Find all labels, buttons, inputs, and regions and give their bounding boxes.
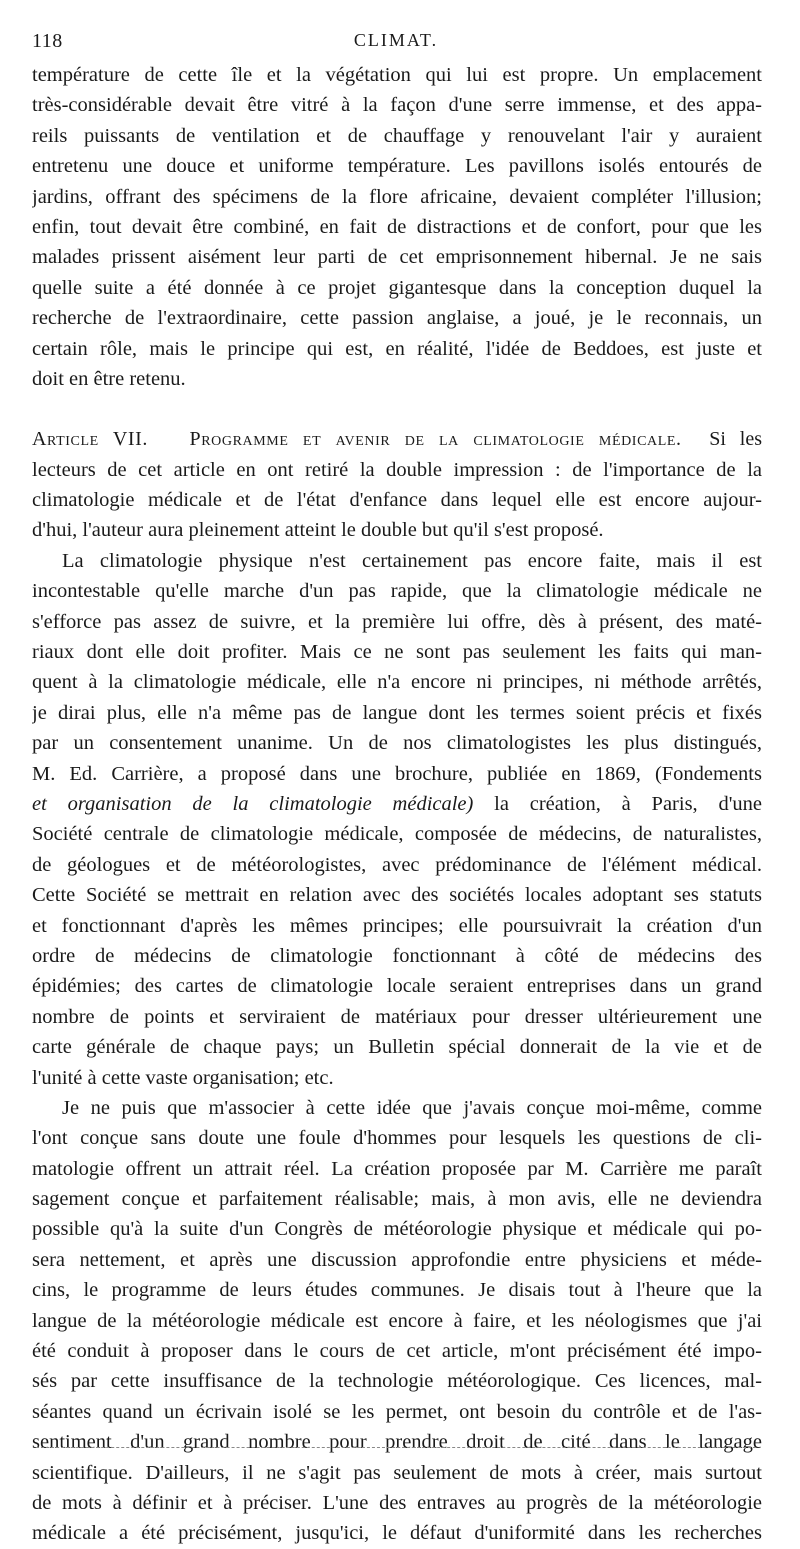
text-line: et fonctionnant d'après les mêmes principes; elle poursuivrait la création d'un — [32, 914, 762, 937]
article-first-line-rest: Si les — [709, 428, 762, 451]
text-line: riaux dont elle doit profiter. Mais ce ne sont pas seulement les faits qui man- — [32, 641, 762, 664]
page-number: 118 — [32, 30, 63, 52]
text-line: entretenu une douce et uniforme température. Les pavillons isolés entourés de — [32, 155, 762, 178]
footer-rule — [36, 1447, 756, 1448]
text-line: très-considérable devait être vitré à la façon d'une serre immense, et des appa- — [32, 94, 762, 117]
paragraph-3 — [32, 1093, 762, 1549]
article-heading-line — [32, 424, 762, 454]
text-line: l'unité à cette vaste organisation; etc. — [32, 1066, 334, 1089]
text-line: par un consentement unanime. Un de nos climatologistes les plus distingués, — [32, 732, 762, 755]
text-line: malades prissent aisément leur parti de cet emprisonnement hibernal. Je ne sais — [32, 246, 762, 269]
text-line: M. Ed. Carrière, a proposé dans une brochure, publiée en 1869, (Fondements — [32, 762, 762, 785]
text-line: jardins, offrant des spécimens de la flore africaine, devaient compléter l'illusion; — [32, 185, 762, 208]
text-line: quent à la climatologie médicale, elle n'a encore ni principes, ni méthode arrêtés, — [32, 671, 762, 694]
text-line: l'ont conçue sans doute une foule d'hommes pour lesquels les questions de cli- — [32, 1127, 762, 1150]
book-title: et organisation de la climatologie médicale) — [32, 792, 474, 815]
text-line: nombre de points et serviraient de matériaux pour dresser ultérieurement une — [32, 1005, 762, 1028]
text-line: reils puissants de ventilation et de chauffage y renouvelant l'air y auraient — [32, 124, 762, 147]
text-line: sés par cette insuffisance de la technologie météorologique. Ces licences, mal- — [32, 1370, 762, 1393]
article-section — [32, 424, 762, 546]
text-line: langue de la météorologie médicale est encore à faire, et les néologismes que j'ai — [32, 1309, 762, 1332]
text-line: quelle suite a été donnée à ce projet gigantesque dans la conception duquel la — [32, 276, 762, 299]
text-line: d'hui, l'auteur aura pleinement atteint le double but qu'il s'est proposé. — [32, 519, 604, 542]
text-line: scientifique. D'ailleurs, il ne s'agit pas seulement de mots à créer, mais surtout — [32, 1461, 762, 1484]
text-line: température de cette île et la végétation qui lui est propre. Un emplacement — [32, 64, 762, 86]
text-line: médicale a été précisément, jusqu'ici, le défaut d'uniformité dans les recherches — [32, 1522, 762, 1545]
page-header — [32, 30, 760, 60]
body-text — [32, 60, 762, 1549]
after-title-text: la création, à Paris, d'une — [494, 792, 762, 815]
text-line: climatologie médicale et de l'état d'enfance dans lequel elle est encore aujour- — [32, 489, 762, 512]
text-line: sagement conçue et parfaitement réalisable; mais, à mon avis, elle ne deviendra — [32, 1188, 762, 1211]
text-line: Société centrale de climatologie médicale, composée de médecins, de naturalistes, — [32, 823, 762, 846]
text-line: doit en être retenu. — [32, 367, 186, 390]
text-line: cins, le programme de leurs études communes. Je disais tout à l'heure que la — [32, 1279, 762, 1302]
text-line: Cette Société se mettrait en relation avec des sociétés locales adoptant ses statuts — [32, 884, 762, 907]
text-line: possible qu'à la suite d'un Congrès de météorologie physique et médicale qui po- — [32, 1218, 762, 1241]
text-line: matologie offrent un attrait réel. La création proposée par M. Carrière me paraît — [32, 1157, 762, 1180]
paragraph-2 — [32, 546, 762, 1093]
text-line: épidémies; des cartes de climatologie locale seraient entreprises dans un grand — [32, 975, 762, 998]
paragraph-1 — [32, 60, 762, 394]
text-line: séantes quand un écrivain isolé se les permet, ont besoin du contrôle et de l'as- — [32, 1400, 762, 1423]
running-title: CLIMAT. — [353, 30, 439, 50]
text-line: La climatologie physique n'est certainement pas encore faite, mais il est — [62, 549, 762, 572]
text-line: lecteurs de cet article en ont retiré la double impression : de l'importance de la — [32, 458, 762, 481]
text-line: sentiment d'un grand nombre pour prendre droit de cité dans le langage — [32, 1431, 762, 1454]
text-line: été conduit à proposer dans le cours de cet article, m'ont précisément été impo- — [32, 1340, 762, 1363]
text-line: incontestable qu'elle marche d'un pas rapide, que la climatologie médicale ne — [32, 580, 762, 603]
text-line: je dirai plus, elle n'a même pas de langue dont les termes soient précis et fixés — [32, 701, 762, 724]
text-line: recherche de l'extraordinaire, cette passion anglaise, a joué, je le reconnais, un — [32, 307, 762, 330]
text-line: de géologues et de météorologistes, avec prédominance de l'élément médical. — [32, 853, 762, 876]
text-line: Je ne puis que m'associer à cette idée que j'avais conçue moi-même, comme — [62, 1096, 762, 1119]
text-line: ordre de médecins de climatologie fonctionnant à côté de médecins des — [32, 944, 762, 967]
text-line: enfin, tout devait être combiné, en fait de distractions et de confort, pour que les — [32, 215, 762, 238]
article-label: Article VII. — [32, 428, 149, 451]
text-line: s'efforce pas assez de suivre, et la première lui offre, dès à présent, des maté- — [32, 610, 762, 633]
text-line — [32, 789, 762, 819]
text-line: certain rôle, mais le principe qui est, en réalité, l'idée de Beddoes, est juste et — [32, 337, 762, 360]
section-gap — [32, 394, 762, 424]
article-heading: Programme et avenir de la climatologie médicale. — [189, 428, 682, 451]
text-line: de mots à définir et à préciser. L'une des entraves au progrès de la météorologie — [32, 1491, 762, 1514]
text-line: sera nettement, et après une discussion approfondie entre physiciens et méde- — [32, 1248, 762, 1271]
text-line: carte générale de chaque pays; un Bulletin spécial donnerait de la vie et de — [32, 1036, 762, 1059]
